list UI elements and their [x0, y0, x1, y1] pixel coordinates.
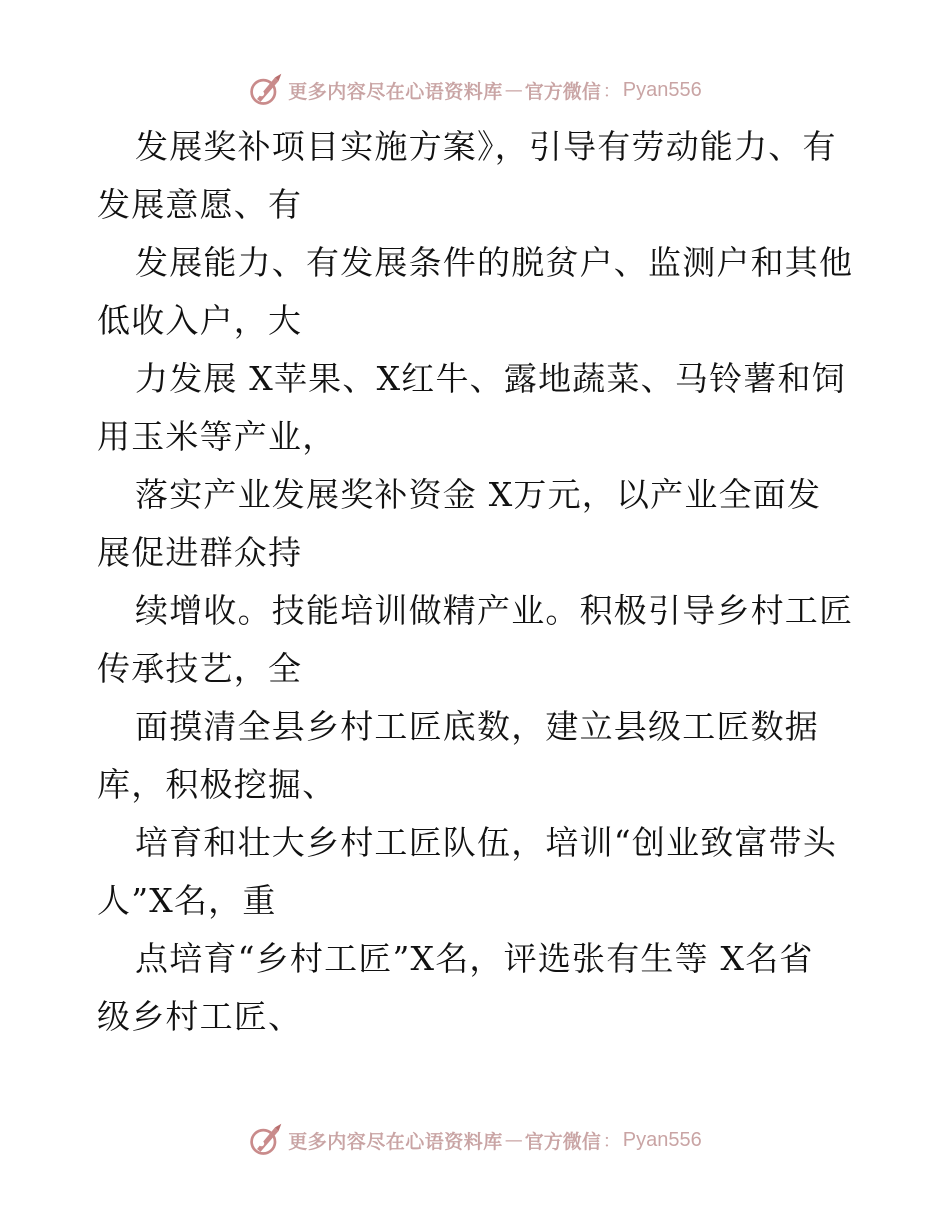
body-line-5: 力发展 X苹果、X红牛、露地蔬菜、马铃薯和饲 — [135, 359, 846, 398]
header-banner-text: 更多内容尽在心语资料库 — [288, 80, 503, 103]
body-line-9: 续增收。技能培训做精产业。积极引导乡村工匠 — [135, 591, 854, 630]
body-line-10: 传承技艺，全 — [97, 649, 303, 688]
body-line-15: 点培育“乡村工匠”X名，评选张有生等 X名省 — [135, 939, 814, 978]
header-banner-colon: ： — [602, 81, 621, 102]
body-line-13: 培育和壮大乡村工匠队伍，培训“创业致富带头 — [135, 823, 838, 862]
body-line-8: 展促进群众持 — [97, 533, 303, 572]
footer-wechat-id: Pyan556 — [622, 1128, 702, 1151]
header-banner-separator: — — [504, 79, 523, 101]
body-line-16: 级乡村工匠、 — [97, 997, 303, 1036]
body-line-4: 低收入户，大 — [97, 301, 303, 340]
footer-banner-colon: ： — [602, 1131, 621, 1152]
footer-banner — [0, 1120, 950, 1160]
body-line-7: 落实产业发展奖补资金 X万元，以产业全面发 — [135, 475, 822, 514]
body-line-11: 面摸清全县乡村工匠底数，建立县级工匠数据 — [135, 707, 819, 746]
quill-logo-icon — [248, 72, 284, 108]
footer-banner-label: 官方微信 — [524, 1130, 601, 1153]
document-body — [97, 118, 857, 1046]
body-line-14: 人”X名，重 — [97, 881, 277, 920]
header-banner-label: 官方微信 — [524, 80, 601, 103]
body-line-2: 发展意愿、有 — [97, 185, 303, 224]
body-line-6: 用玉米等产业， — [97, 417, 337, 456]
footer-banner-text: 更多内容尽在心语资料库 — [288, 1130, 503, 1153]
header-banner — [0, 70, 950, 110]
header-wechat-id: Pyan556 — [622, 78, 702, 101]
quill-logo-icon — [248, 1122, 284, 1158]
body-line-12: 库，积极挖掘、 — [97, 765, 337, 804]
footer-banner-separator: — — [504, 1129, 523, 1151]
body-line-1: 发展奖补项目实施方案》，引导有劳动能力、有 — [135, 127, 837, 166]
body-line-3: 发展能力、有发展条件的脱贫户、监测户和其他 — [135, 243, 854, 282]
